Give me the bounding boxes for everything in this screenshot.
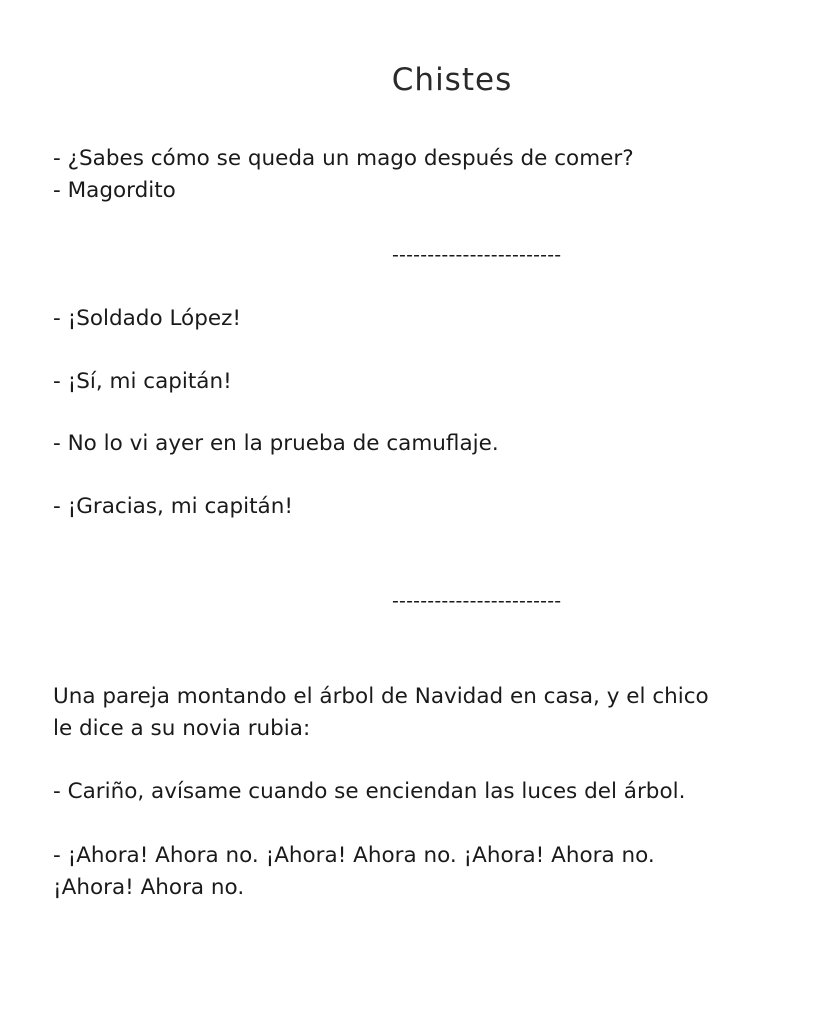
joke3-line-2a: - ¡Ahora! Ahora no. ¡Ahora! Ahora no. ¡Ahora! Ahora no.	[53, 843, 655, 868]
separator-1: ------------------------	[392, 244, 562, 266]
joke3-line-2b: ¡Ahora! Ahora no.	[53, 875, 245, 900]
joke3-line-1: - Cariño, avísame cuando se enciendan las luces del árbol.	[53, 779, 686, 804]
joke2-line-4: - ¡Gracias, mi capitán!	[53, 494, 293, 519]
joke1-question: - ¿Sabes cómo se queda un mago después de comer?	[53, 146, 634, 171]
joke2-line-3: - No lo vi ayer en la prueba de camuflaje.	[53, 431, 499, 456]
separator-2: ------------------------	[392, 590, 562, 612]
page-title: Chistes	[391, 62, 513, 98]
joke3-intro-line-2: le dice a su novia rubia:	[53, 716, 311, 741]
joke3-intro-line-1: Una pareja montando el árbol de Navidad en casa, y el chico	[53, 684, 709, 709]
joke2-line-1: - ¡Soldado López!	[53, 306, 241, 331]
joke2-line-2: - ¡Sí, mi capitán!	[53, 369, 232, 394]
joke1-answer: - Magordito	[53, 178, 176, 203]
